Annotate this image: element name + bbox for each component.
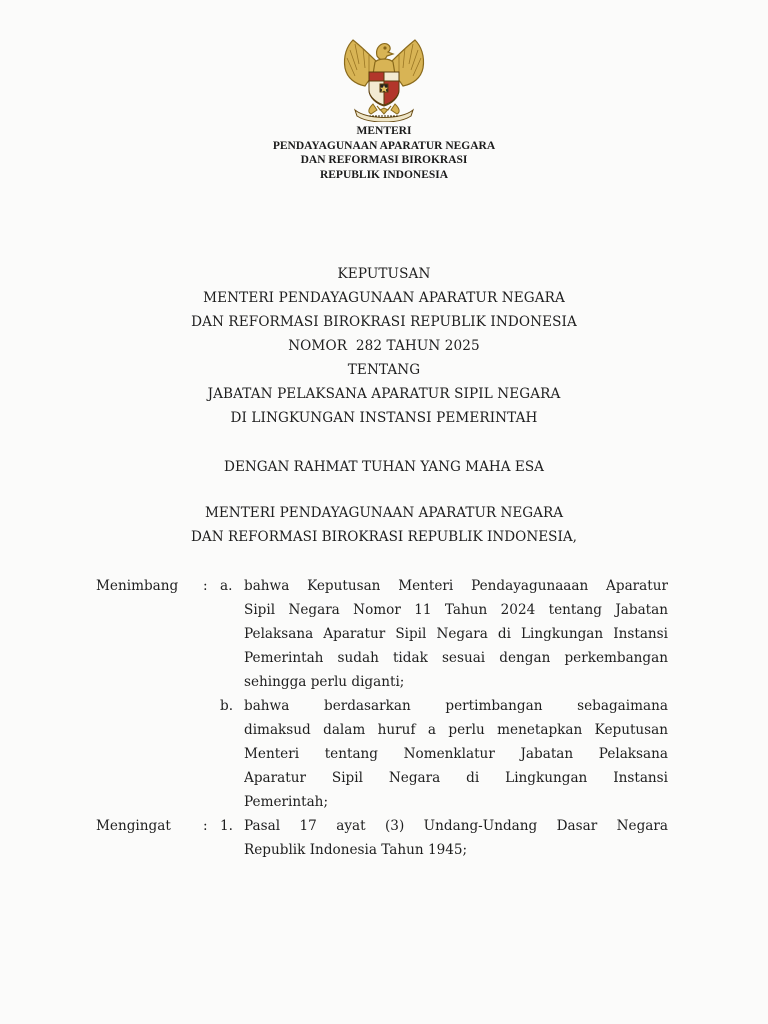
paragraph-line: sehingga perlu diganti; bbox=[244, 674, 405, 690]
minister-line: MENTERI PENDAYAGUNAAN APARATUR NEGARA bbox=[204, 505, 564, 521]
paragraph-line: Pasal 17 ayat (3) Undang-Undang Dasar Negara bbox=[244, 818, 668, 834]
menimbang-label: Menimbang bbox=[96, 578, 179, 594]
paragraph-line: Menteri tentang Nomenklatur Jabatan Pelaksana bbox=[244, 746, 668, 762]
institution-line: REPUBLIK INDONESIA bbox=[319, 168, 449, 181]
paragraph-line: Sipil Negara Nomor 11 Tahun 2024 tentang Jabatan bbox=[244, 602, 668, 618]
garuda-pancasila-emblem-icon bbox=[333, 34, 435, 122]
institution-line: MENTERI bbox=[356, 125, 412, 137]
minister-heading bbox=[0, 501, 768, 549]
item-marker: 1. bbox=[220, 818, 233, 834]
paragraph-line: Pemerintah; bbox=[244, 794, 329, 810]
title-line: DI LINGKUNGAN INSTANSI PEMERINTAH bbox=[230, 410, 538, 426]
title-line: KEPUTUSAN bbox=[337, 266, 431, 282]
paragraph-line: Republik Indonesia Tahun 1945; bbox=[244, 842, 468, 858]
item-marker: b. bbox=[220, 698, 234, 714]
decree-number: NOMOR 282 TAHUN 2025 bbox=[288, 338, 480, 354]
mengingat-colon: : bbox=[203, 818, 208, 834]
title-line: DAN REFORMASI BIROKRASI REPUBLIK INDONESIA bbox=[191, 314, 577, 330]
paragraph-line: Aparatur Sipil Negara di Lingkungan Instansi bbox=[244, 770, 668, 786]
institution-line: PENDAYAGUNAAN APARATUR NEGARA bbox=[272, 139, 496, 152]
mengingat-item-1 bbox=[244, 814, 668, 862]
title-line: MENTERI PENDAYAGUNAAN APARATUR NEGARA bbox=[203, 290, 565, 306]
decree-title bbox=[0, 262, 768, 430]
paragraph-line: Pelaksana Aparatur Sipil Negara di Lingkungan Instansi bbox=[244, 626, 668, 642]
menimbang-item-b bbox=[244, 694, 668, 814]
mengingat-label: Mengingat bbox=[96, 818, 171, 834]
menimbang-item-a bbox=[244, 574, 668, 694]
institution-header bbox=[0, 124, 768, 182]
paragraph-line: bahwa berdasarkan pertimbangan sebagaimana bbox=[244, 698, 668, 714]
item-marker: a. bbox=[220, 578, 233, 594]
paragraph-line: bahwa Keputusan Menteri Pendayagunaaan Aparatur bbox=[244, 578, 668, 594]
paragraph-line: dimaksud dalam huruf a perlu menetapkan Keputusan bbox=[244, 722, 668, 738]
menimbang-colon: : bbox=[203, 578, 208, 594]
institution-line: DAN REFORMASI BIROKRASI bbox=[300, 154, 468, 166]
minister-line: DAN REFORMASI BIROKRASI REPUBLIK INDONESIA, bbox=[191, 529, 577, 545]
paragraph-line: Pemerintah sudah tidak sesuai dengan perkembangan bbox=[244, 650, 668, 666]
blessing-line: DENGAN RAHMAT TUHAN YANG MAHA ESA bbox=[224, 459, 544, 475]
title-line: TENTANG bbox=[347, 362, 421, 378]
title-line: JABATAN PELAKSANA APARATUR SIPIL NEGARA bbox=[207, 386, 561, 402]
